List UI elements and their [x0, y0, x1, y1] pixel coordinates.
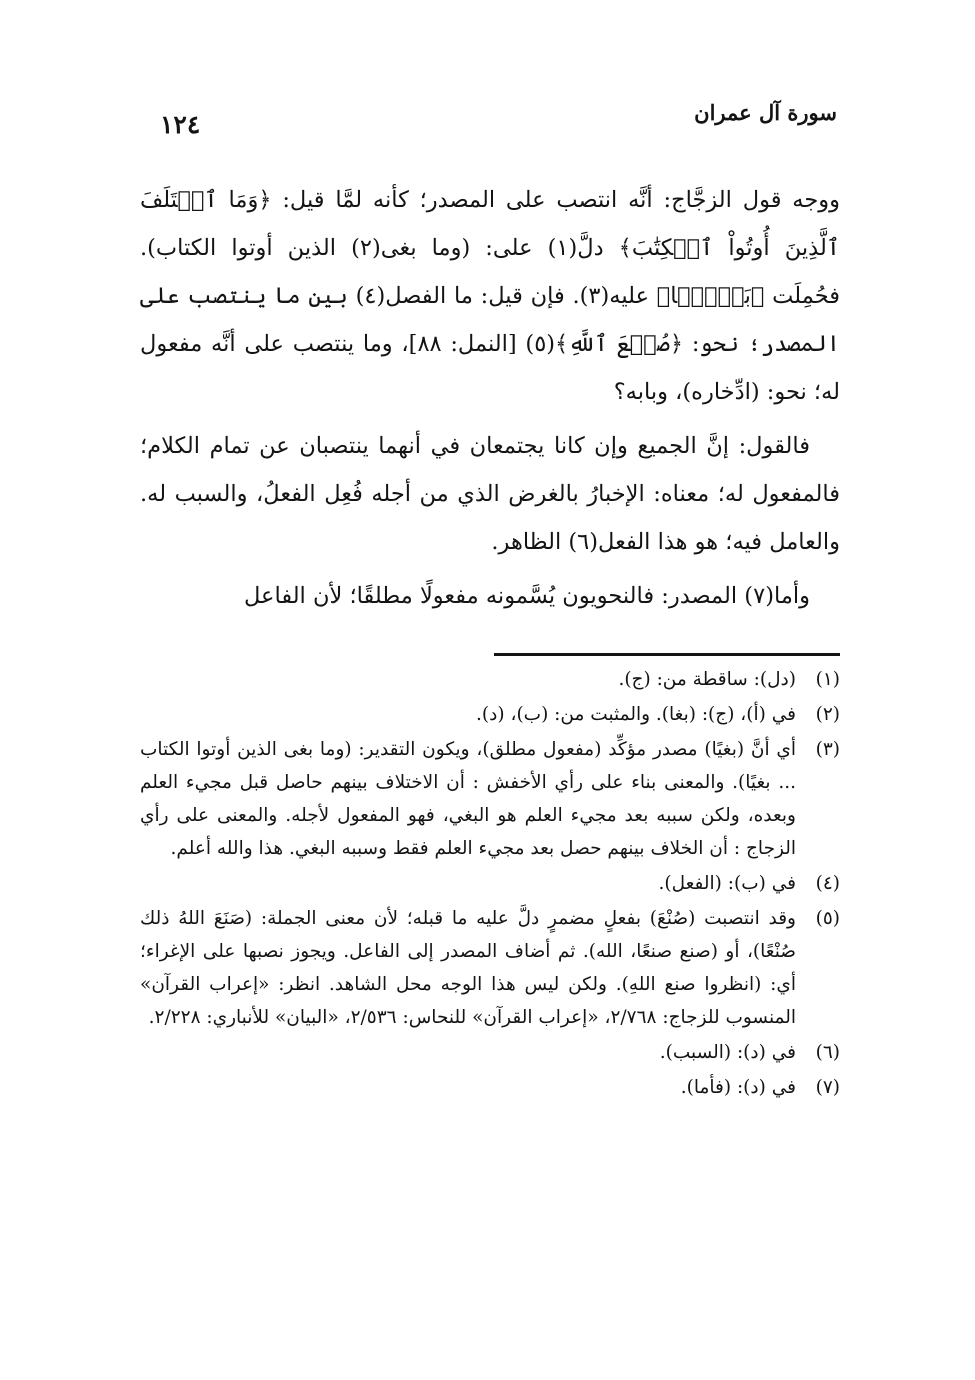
body-paragraph: وأما(٧) المصدر: فالنحويون يُسَّمونه مفعولًا مطلقًا؛ لأن الفاعل	[244, 583, 810, 609]
footnote-text: في (د): (السبب).	[659, 1042, 796, 1063]
footnote-text: في (أ)، (ج): (بغا). والمثبت من: (ب)، (د).	[476, 704, 796, 725]
page-number: ١٢٤	[160, 110, 201, 139]
footnote	[140, 733, 840, 865]
footnote-number: (١)	[815, 669, 840, 690]
footnote-text: (دل): ساقطة من: (ج).	[618, 669, 796, 690]
footnote-number: (٣)	[815, 739, 840, 760]
footnotes	[140, 663, 840, 1106]
footnote-separator	[494, 653, 840, 656]
footnote-text: أي أنَّ (بغيًا) مصدر مؤكِّد (مفعول مطلق)، ويكون التقدير: (وما بغى الذين أوتوا الكتاب ... بغيًا). والمعنى بناء على رأي الأخفش : أن الاختلاف بينهم حاصل قبل مجيء العلم وبعده، ولكن سببه بعد مجيء العلم هو البغي، فهو المفعول لأجله. والمعنى على رأي الزجاج : أن الخلاف بينهم حصل بعد مجيء العلم فقط وسببه البغي. هذا والله أعلم.	[140, 739, 796, 859]
footnote-number: (٤)	[815, 873, 840, 894]
footnote	[140, 1071, 840, 1104]
footnote-number: (٦)	[815, 1042, 840, 1063]
page-header	[160, 96, 837, 156]
footnote-number: (٧)	[815, 1077, 840, 1098]
footnote	[140, 867, 840, 900]
running-title: سورة آل عمران	[694, 100, 837, 125]
footnote-text: وقد انتصبت (صُنْعَ) بفعلٍ مضمرٍ دلَّ عليه ما قبله؛ لأن معنى الجملة: (صَنَعَ اللهُ ذلك صُنْعًا)، أو (صنع صنعًا، الله). ثم أضاف المصدر إلى الفاعل. ويجوز نصبها على الإغراء؛ أي: (انظروا صنع اللهِ). ولكن ليس هذا الوجه محل الشاهد. انظر: «إعراب القرآن» المنسوب للزجاج: ٢/٧٦٨، «إعراب القرآن» للنحاس: ٢/٥٣٦، «البيان» للأنباري: ٢/٢٢٨.	[140, 908, 796, 1028]
footnote	[140, 663, 840, 696]
body-paragraph: ووجه قول الزجَّاج: أنَّه انتصب على المصدر؛ كأنه لمَّا قيل: ﴿وَمَا ٱخۡتَلَفَ ٱلَّذِينَ أُوتُواْ ٱلۡكِتَٰبَ﴾ دلَّ(١) على: (وما بغى(٢) الذين أوتوا الكتاب). فحُمِلَت ﴿بَغۡيَۢا﴾ عليه(٣). فإن قيل: ما الفصل(٤) بين ما ينتصب على المصدر؛ نحو: ﴿صُنۡعَ ٱللَّهِ﴾(٥) [النمل: ٨٨]، وما ينتصب على أنَّه مفعول له؛ نحو: (ادِّخاره)، وبابه؟	[140, 187, 840, 405]
footnote	[140, 698, 840, 731]
footnote	[140, 902, 840, 1034]
footnote-text: في (ب): (الفعل).	[658, 873, 796, 894]
footnote-number: (٢)	[815, 704, 840, 725]
main-text	[140, 176, 840, 620]
footnote	[140, 1036, 840, 1069]
body-paragraph: فالقول: إنَّ الجميع وإن كانا يجتمعان في أنهما ينتصبان عن تمام الكلام؛ فالمفعول له؛ معناه: الإخبارُ بالغرض الذي من أجله فُعِل الفعلُ، والسبب له. والعامل فيه؛ هو هذا الفعل(٦) الظاهر.	[140, 433, 840, 555]
footnote-number: (٥)	[815, 908, 840, 929]
footnote-text: في (د): (فأما).	[680, 1077, 796, 1098]
